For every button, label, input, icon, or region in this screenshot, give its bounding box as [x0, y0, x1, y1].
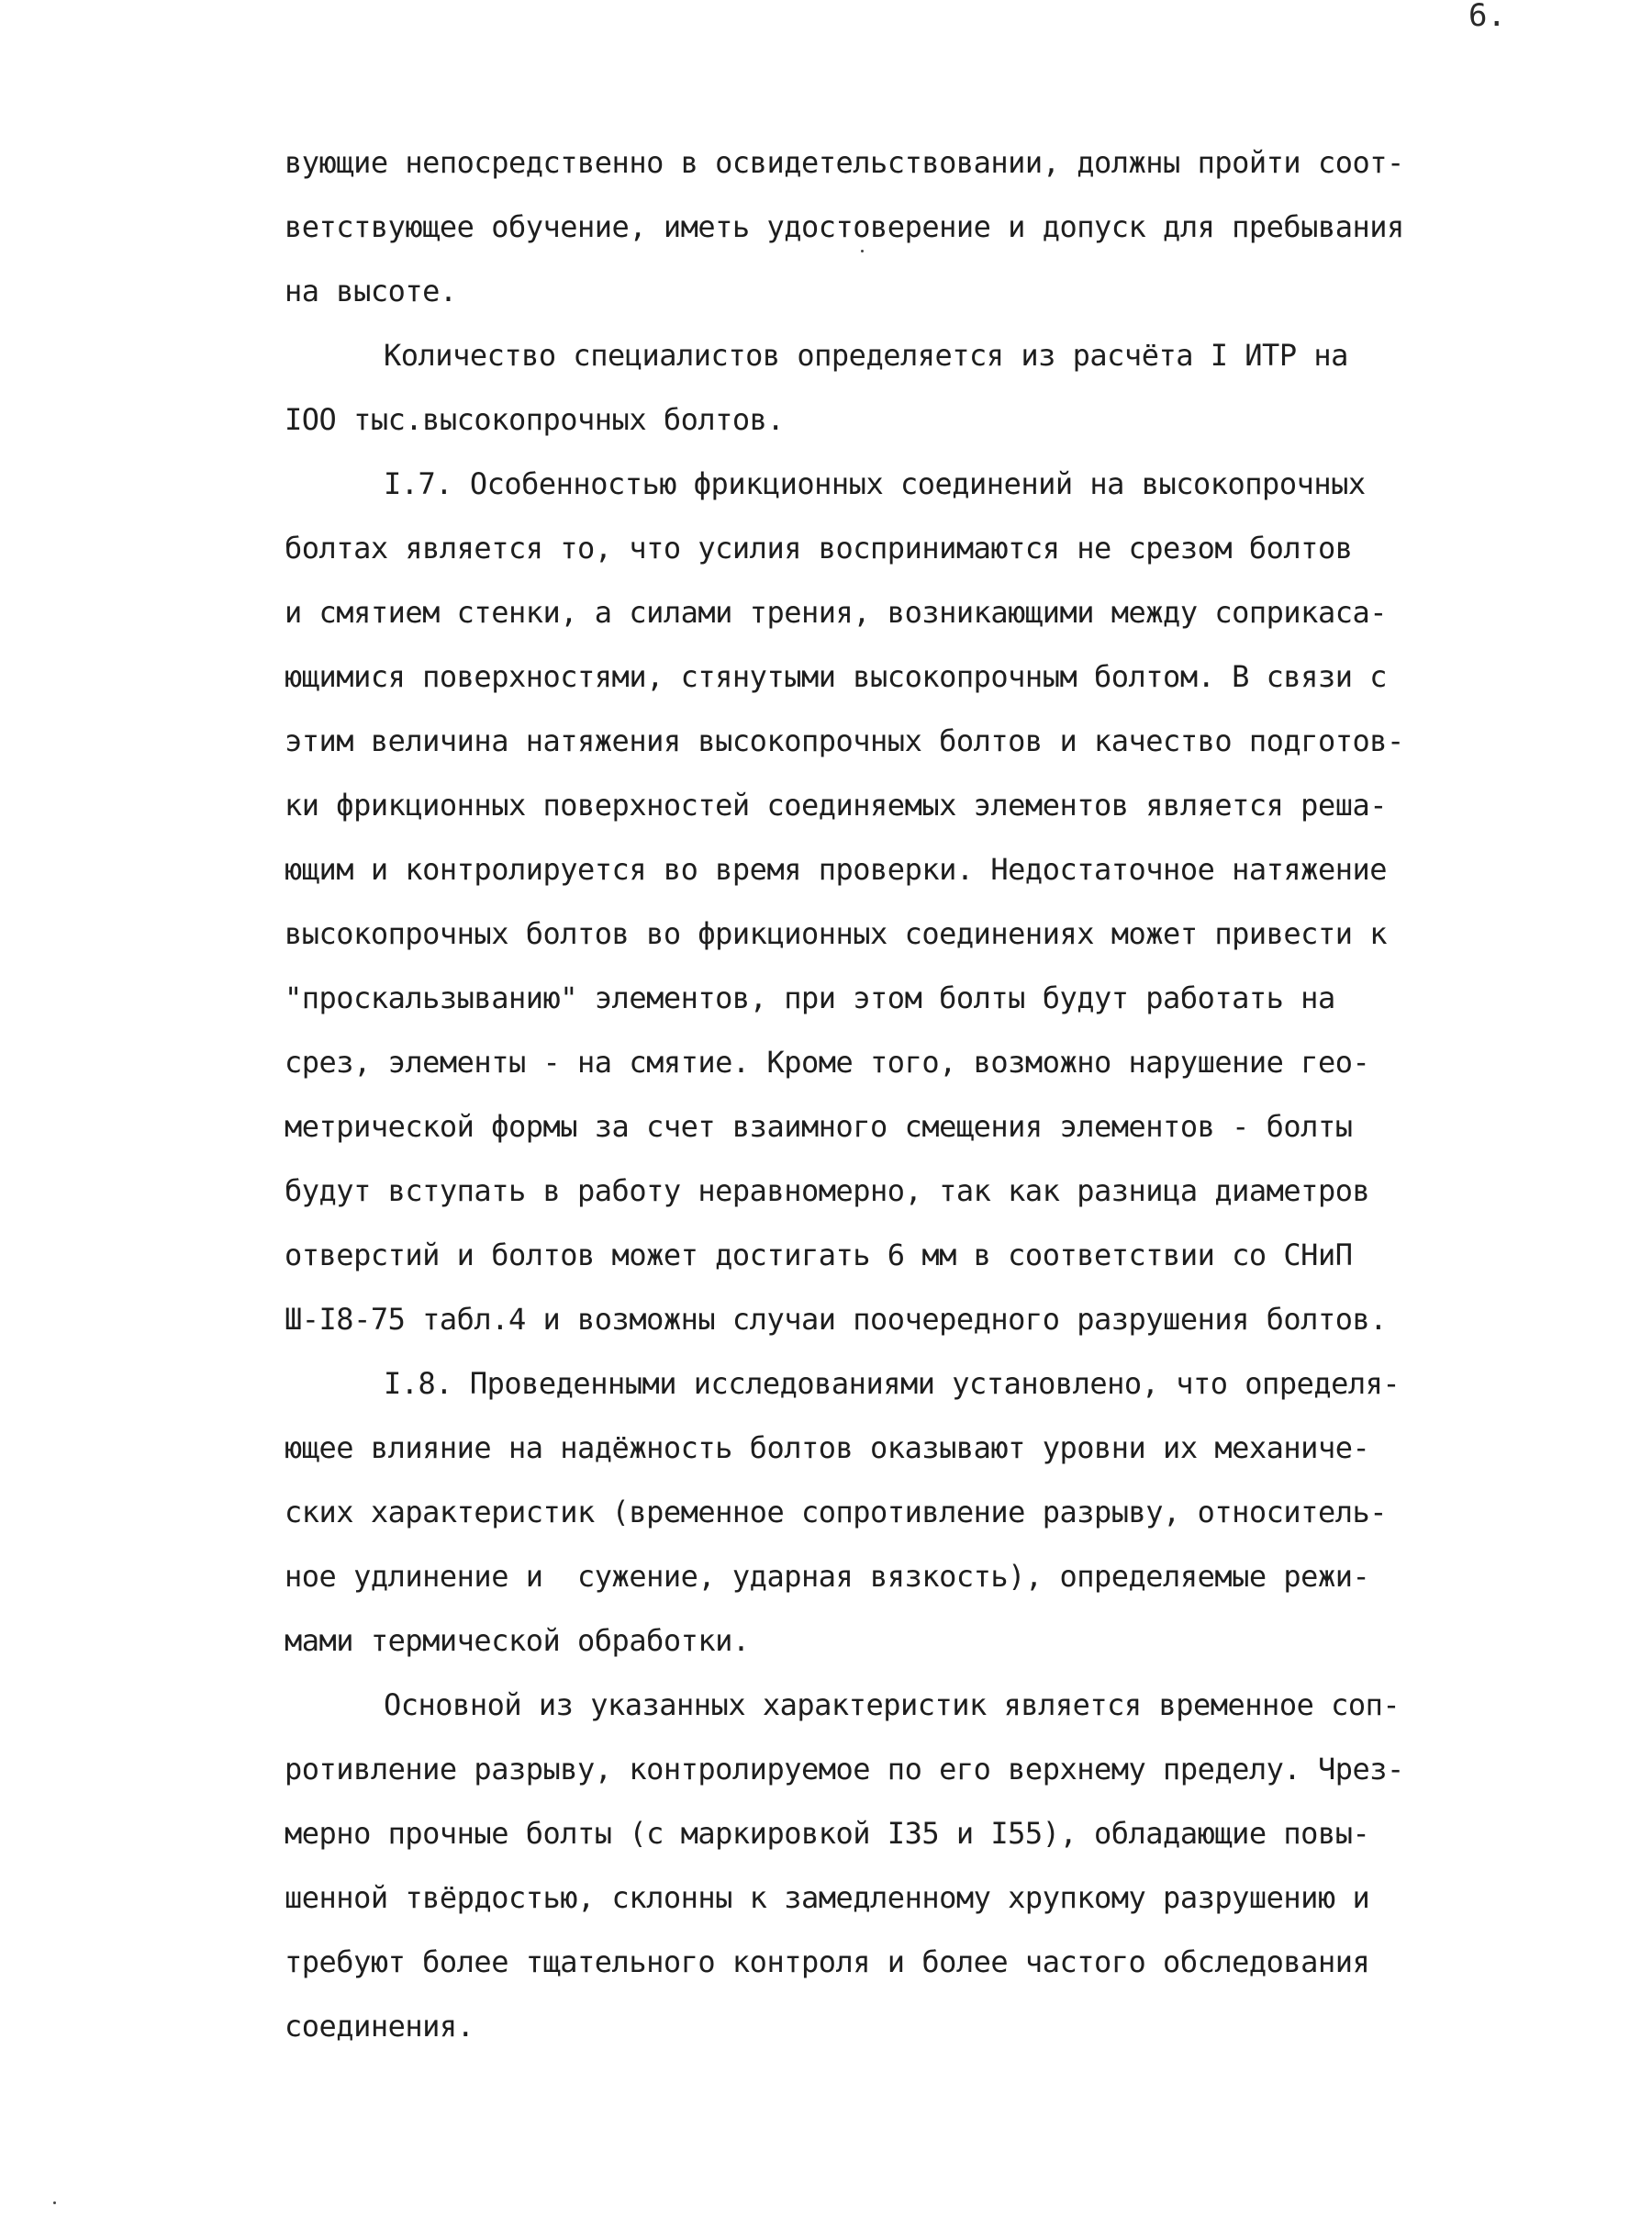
text-line: ских характеристик (временное сопротивление разрыву, относитель-	[285, 1495, 1387, 1529]
text-line: ющимися поверхностями, стянутыми высокопрочным болтом. В связи с	[285, 659, 1387, 694]
text-line: шенной твёрдостью, склонны к замедленному хрупкому разрушению и	[285, 1880, 1370, 1915]
text-line: метрической формы за счет взаимного смещения элементов - болты	[285, 1109, 1353, 1144]
text-line: срез, элементы - на смятие. Кроме того, возможно нарушение гео-	[285, 1045, 1370, 1080]
text-line: и смятием стенки, а силами трения, возникающими между соприкаса-	[285, 595, 1387, 630]
paragraph-start-line: I.7. Особенностью фрикционных соединений на высокопрочных	[384, 466, 1366, 501]
text-line: высокопрочных болтов во фрикционных соединениях может привести к	[285, 916, 1387, 951]
text-line: ки фрикционных поверхностей соединяемых элементов является реша-	[285, 788, 1387, 823]
text-line: болтах является то, что усилия воспринимаются не срезом болтов	[285, 531, 1353, 566]
text-line: Ш-I8-75 табл.4 и возможны случаи поочередного разрушения болтов.	[285, 1302, 1387, 1337]
text-line: будут вступать в работу неравномерно, так как разница диаметров	[285, 1173, 1370, 1208]
text-line: ное удлинение и сужение, ударная вязкость), определяемые режи-	[285, 1559, 1370, 1594]
text-line: этим величина натяжения высокопрочных болтов и качество подготов-	[285, 723, 1404, 758]
page-number: 6.	[1468, 0, 1506, 34]
document-body	[285, 130, 1569, 2058]
text-line: соединения.	[285, 2009, 474, 2044]
text-line: IOO тыс.высокопрочных болтов.	[285, 402, 785, 437]
text-line: отверстий и болтов может достигать 6 мм в соответствии со СНиП	[285, 1238, 1353, 1272]
text-line: ветствующее обучение, иметь удостоверение и допуск для пребывания	[285, 209, 1404, 244]
paragraph-start-line: I.8. Проведенными исследованиями установлено, что определя-	[384, 1366, 1401, 1401]
text-line: мерно прочные болты (с маркировкой I35 и I55), обладающие повы-	[285, 1816, 1370, 1851]
paragraph-start-line: Количество специалистов определяется из расчёта I ИТР на	[384, 338, 1348, 373]
text-line: "проскальзыванию" элементов, при этом болты будут работать на	[285, 980, 1335, 1015]
text-line: ющее влияние на надёжность болтов оказывают уровни их механиче-	[285, 1430, 1370, 1465]
text-line: ротивление разрыву, контролируемое по его верхнему пределу. Чрез-	[285, 1752, 1404, 1787]
text-line: мами термической обработки.	[285, 1623, 750, 1658]
text-line: вующие непосредственно в освидетельствовании, должны пройти соот-	[285, 145, 1404, 180]
text-line: ющим и контролируется во время проверки. Недостаточное натяжение	[285, 852, 1387, 887]
scan-speck	[53, 2201, 56, 2204]
text-line: на высоте.	[285, 274, 457, 308]
text-line: требуют более тщательного контроля и более частого обследования	[285, 1944, 1370, 1979]
paragraph-start-line: Основной из указанных характеристик является временное соп-	[384, 1687, 1401, 1722]
scan-speck	[861, 250, 864, 252]
